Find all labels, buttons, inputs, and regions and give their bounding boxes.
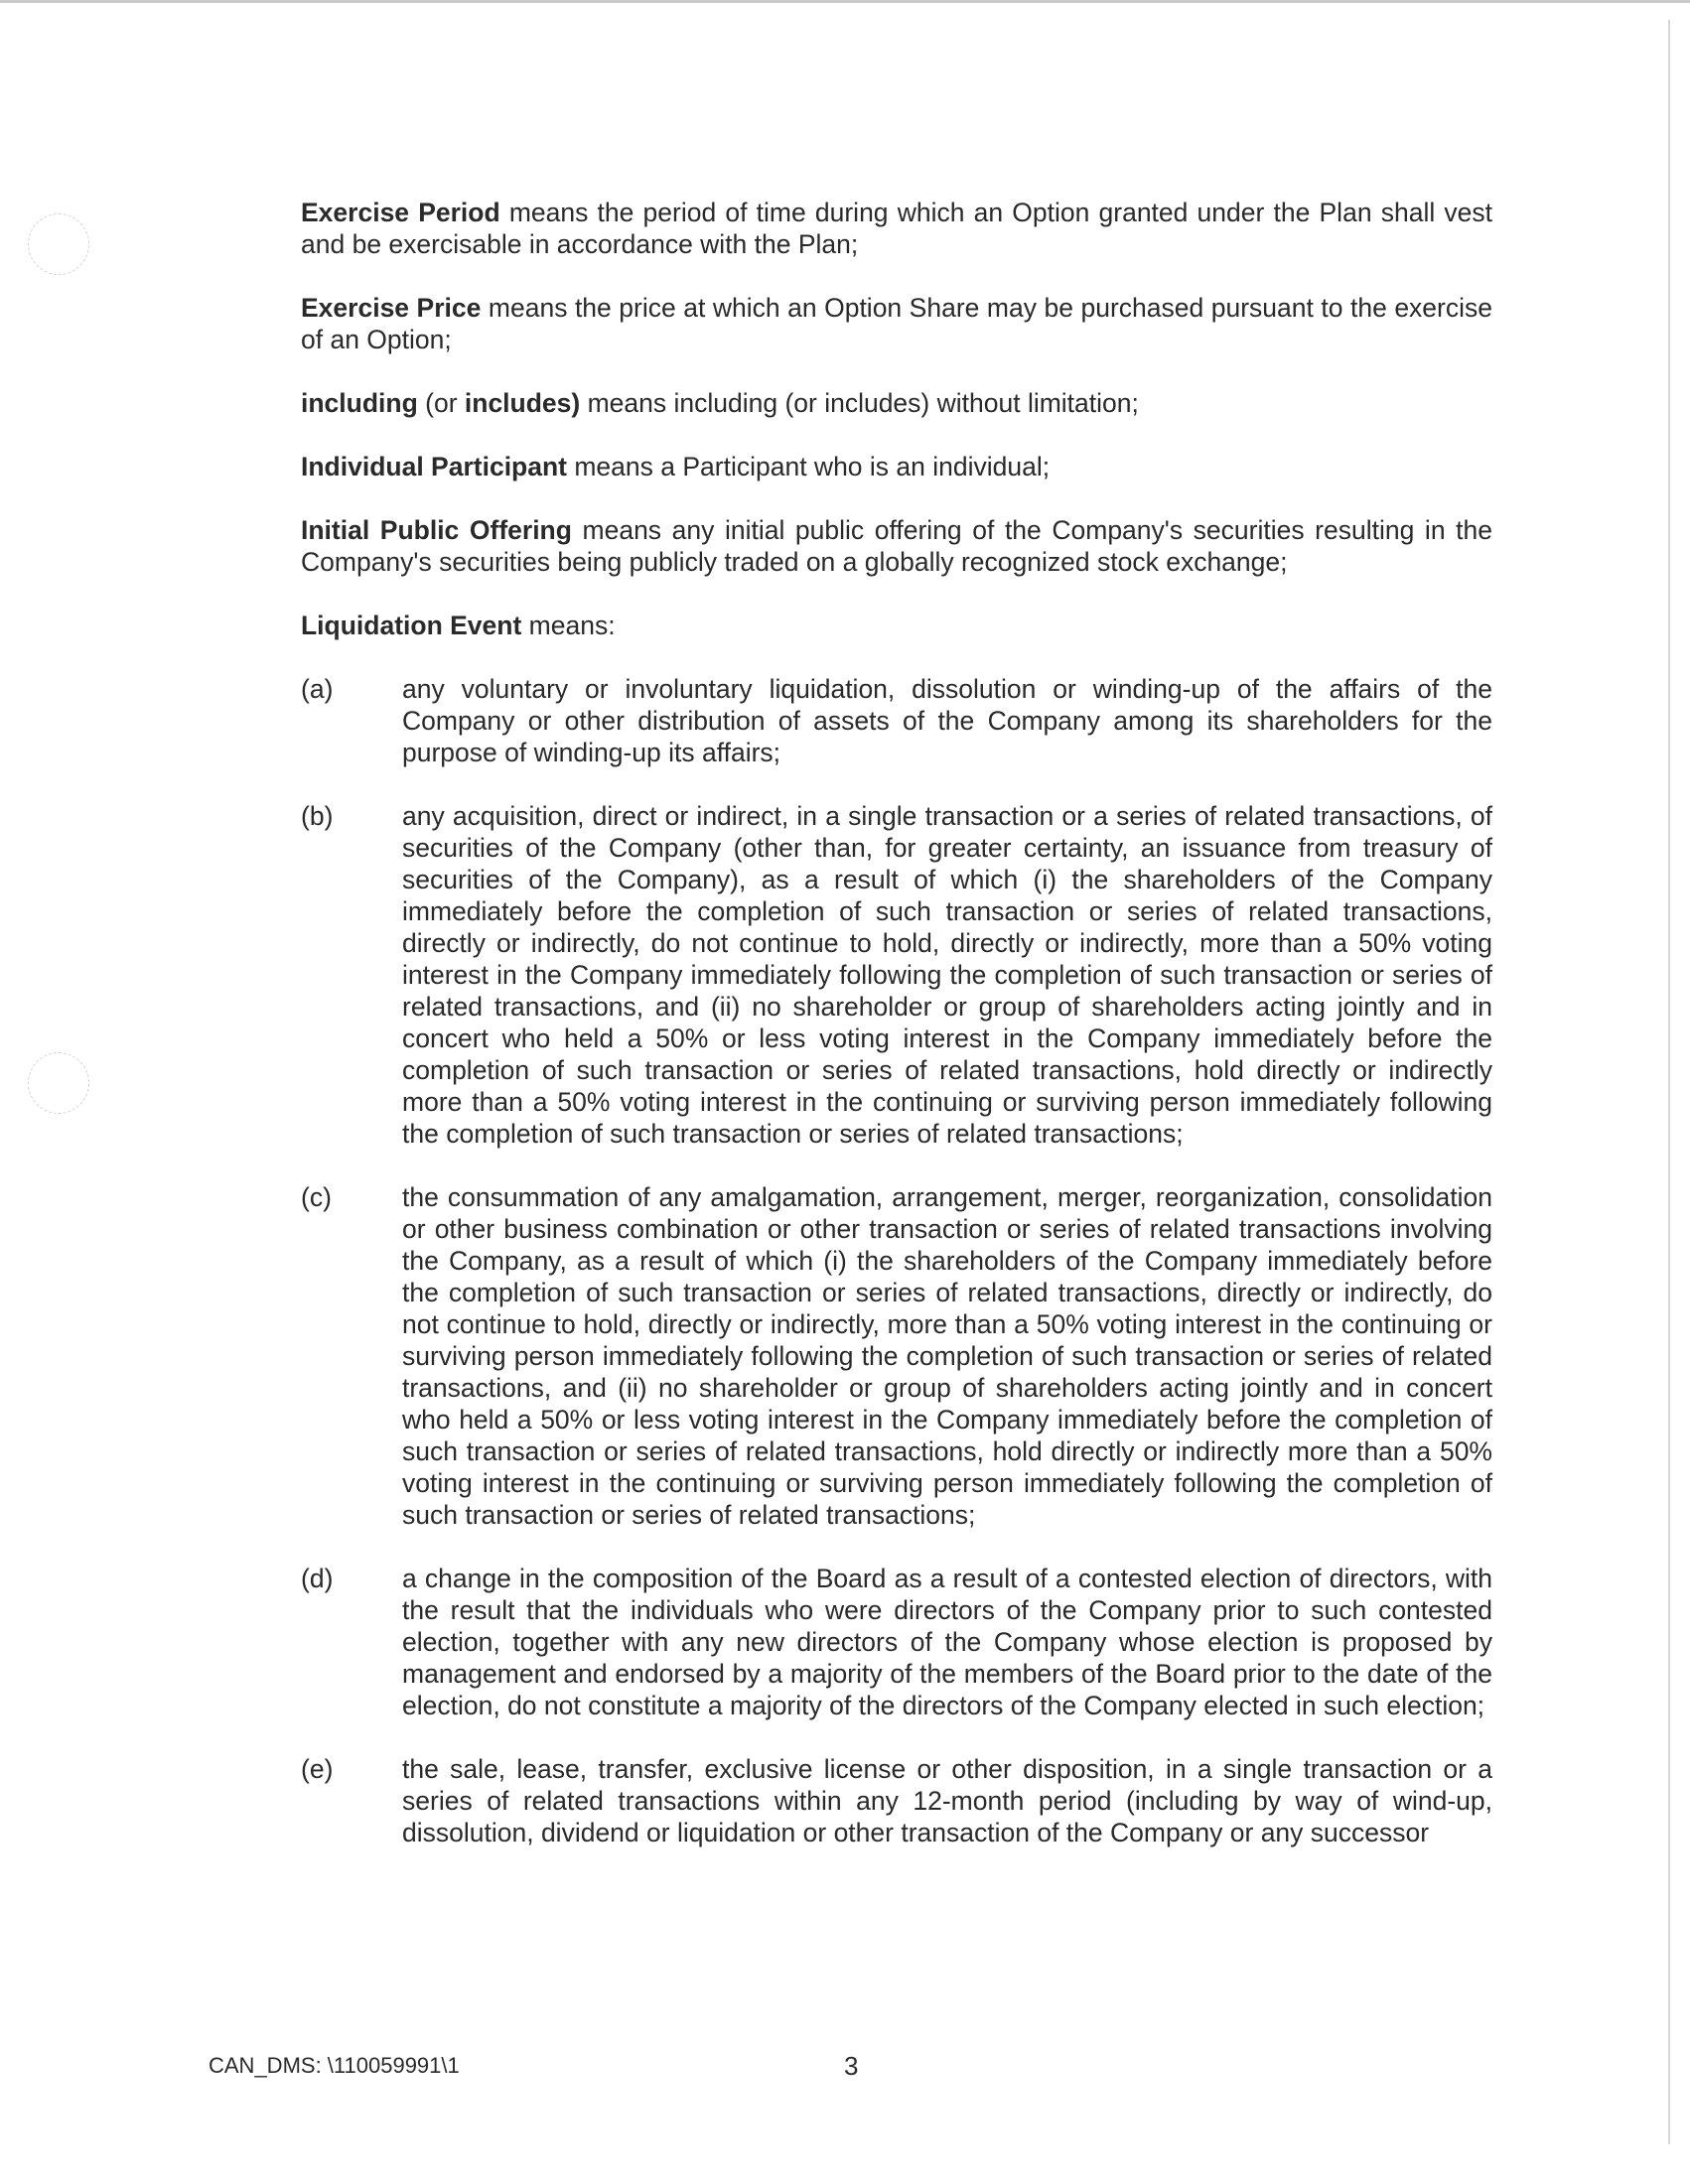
item-label: (a): [301, 674, 334, 704]
list-item: [301, 800, 1492, 1150]
item-label: (c): [301, 1182, 332, 1212]
item-label: (d): [301, 1564, 334, 1593]
definition-individual-participant: Individual Participant means a Participant who is an individual;: [301, 452, 1051, 481]
item-text: the consummation of any amalgamation, arrangement, merger, reorganization, consolidation or other business combination or other transaction or series of related transactions involving the Company, as a result of which (i) the shareholders of the Company immediately before the completion of such transaction or series of related transactions, directly or indirectly, do not continue to hold, directly or indirectly, more than a 50% voting interest in the continuing or surviving person immediately following the completion of such transaction or series of related transactions, and (ii) no shareholder or group of shareholders acting jointly and in concert who held a 50% or less voting interest in the Company immediately before the completion of such transaction or series of related transactions, hold directly or indirectly more than a 50% voting interest in the continuing or surviving person immediately following the completion of such transaction or series of related transactions;: [402, 1182, 1492, 1530]
punch-hole-mark: [28, 213, 89, 275]
definition-exercise-price: Exercise Price means the price at which an Option Share may be purchased pursuant to the exercise of an Option;: [301, 293, 1492, 354]
item-label: (e): [301, 1754, 334, 1784]
item-text: the sale, lease, transfer, exclusive license or other disposition, in a single transaction or a series of related transactions within any 12-month period (including by way of wind-up, dissolution, dividend or liquidation or other transaction of the Company or any successor: [402, 1754, 1492, 1847]
page-number: 3: [844, 2051, 859, 2081]
liquidation-event-list: [301, 673, 1492, 1848]
item-text: any acquisition, direct or indirect, in a single transaction or a series of related transactions, of securities of the Company (other than, for greater certainty, an issuance from treasury of securities of the Company), as a result of which (i) the shareholders of the Company immediately before the completion of such transaction or series of related transactions, directly or indirectly, do not continue to hold, directly or indirectly, more than a 50% voting interest in the Company immediately following the completion of such transaction or series of related transactions, and (ii) no shareholder or group of shareholders acting jointly and in concert who held a 50% or less voting interest in the Company immediately before the completion of such transaction or series of related transactions, hold directly or indirectly more than a 50% voting interest in the continuing or surviving person immediately following the completion of such transaction or series of related transactions;: [402, 801, 1492, 1149]
list-item: [301, 673, 1492, 768]
list-item: [301, 1181, 1492, 1531]
scan-right-edge: [1668, 20, 1670, 2144]
definition-liquidation-event: Liquidation Event means:: [301, 611, 616, 640]
list-item: [301, 1753, 1492, 1848]
list-item: [301, 1563, 1492, 1721]
document-body: [301, 197, 1492, 1880]
item-text: any voluntary or involuntary liquidation, dissolution or winding-up of the affairs of the Company or other distribution of assets of the Company among its shareholders for the purpose of winding-up its affairs;: [402, 674, 1492, 767]
document-id: CAN_DMS: \110059991\1: [209, 2053, 460, 2078]
definition-including: including (or includes) means including (or includes) without limitation;: [301, 388, 1139, 418]
scan-top-edge: [0, 0, 1690, 3]
definition-initial-public-offering: Initial Public Offering means any initial public offering of the Company's securities resulting in the Company's securities being publicly traded on a globally recognized stock exchange;: [301, 515, 1492, 577]
item-label: (b): [301, 801, 334, 831]
punch-hole-mark: [28, 1052, 89, 1114]
item-text: a change in the composition of the Board as a result of a contested election of directors, with the result that the individuals who were directors of the Company prior to such contested election, together with any new directors of the Company whose election is proposed by management and endorsed by a majority of the members of the Board prior to the date of the election, do not constitute a majority of the directors of the Company elected in such election;: [402, 1564, 1492, 1720]
definition-exercise-period: Exercise Period means the period of time during which an Option granted under the Plan shall vest and be exercisable in accordance with the Plan;: [301, 198, 1492, 259]
